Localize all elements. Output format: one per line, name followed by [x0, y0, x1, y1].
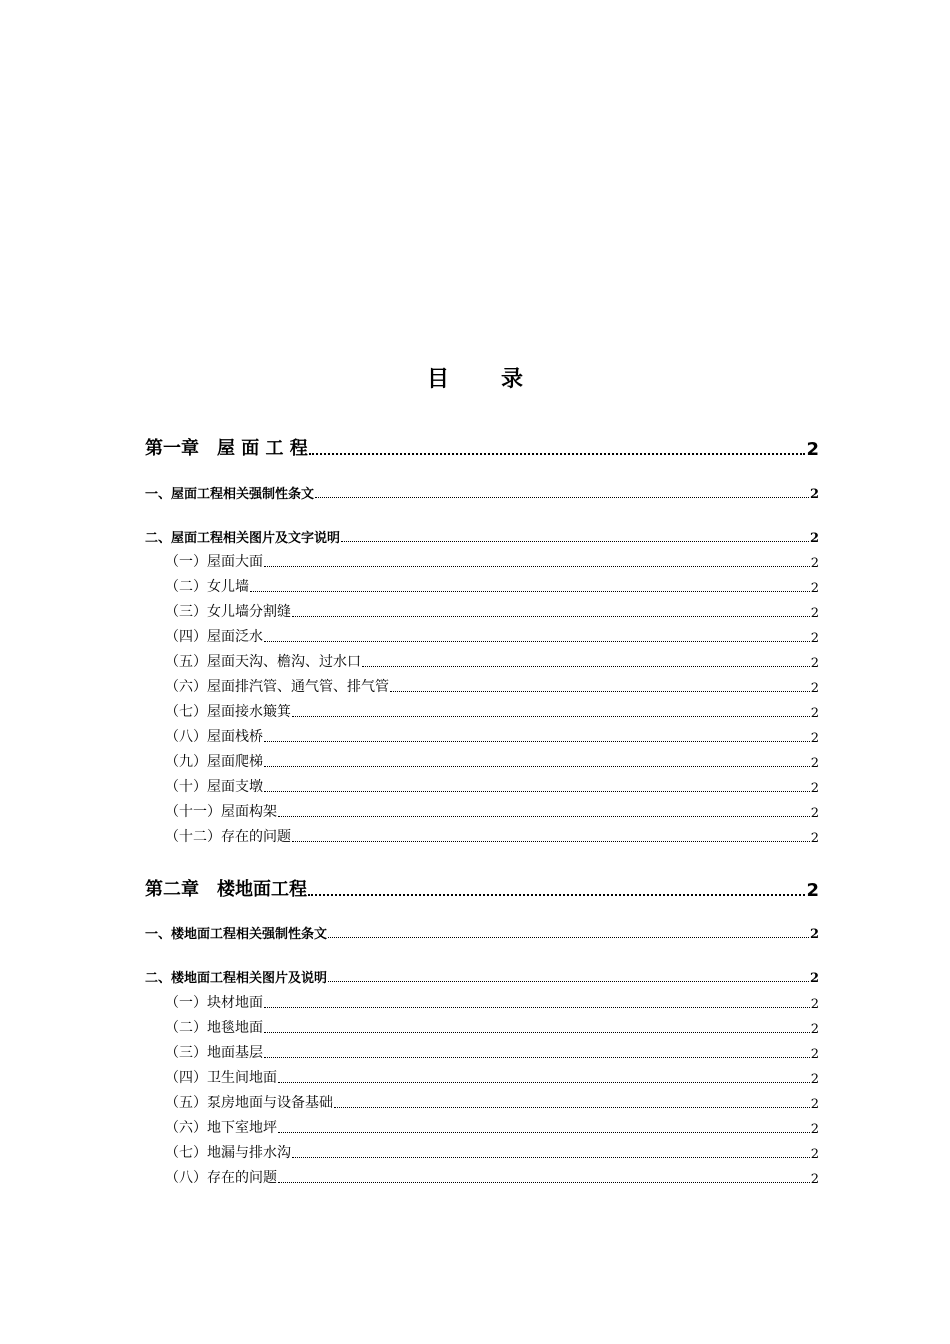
toc-title: 目录: [426, 367, 575, 392]
dot-leader: [292, 716, 810, 717]
dot-leader: [250, 591, 810, 592]
toc-item[interactable]: [165, 1118, 819, 1137]
toc-section[interactable]: [145, 528, 819, 546]
section-label: 二、屋面工程相关图片及文字说明: [145, 531, 341, 546]
dot-leader: [264, 766, 810, 767]
item-label: （六）地下室地坪: [165, 1120, 277, 1136]
toc-item[interactable]: [165, 802, 819, 821]
toc-section[interactable]: [145, 924, 819, 942]
chapter-label: 第二章 楼地面工程: [145, 879, 307, 900]
item-page-number: 2: [810, 606, 819, 621]
dot-leader: [362, 666, 810, 667]
item-page-number: 2: [810, 806, 819, 821]
item-label: （七）屋面接水簸箕: [165, 704, 291, 720]
item-label: （九）屋面爬梯: [165, 754, 263, 770]
dot-leader: [390, 691, 810, 692]
dot-leader: [309, 453, 806, 455]
item-label: （七）地漏与排水沟: [165, 1145, 291, 1161]
dot-leader: [308, 894, 805, 896]
item-page-number: 2: [810, 1072, 819, 1087]
dot-leader: [278, 816, 810, 817]
dot-leader: [292, 1157, 810, 1158]
toc-item[interactable]: [165, 627, 819, 646]
item-label: （八）屋面栈桥: [165, 729, 263, 745]
dot-leader: [292, 616, 810, 617]
toc-item[interactable]: [165, 752, 819, 771]
item-page-number: 2: [810, 731, 819, 746]
item-label: （二）女儿墙: [165, 579, 249, 595]
toc-item[interactable]: [165, 993, 819, 1012]
dot-leader: [264, 1007, 810, 1008]
item-page-number: 2: [810, 556, 819, 571]
item-page-number: 2: [810, 1047, 819, 1062]
toc-item[interactable]: [165, 777, 819, 796]
section-label: 一、楼地面工程相关强制性条文: [145, 927, 328, 942]
item-label: （三）女儿墙分割缝: [165, 604, 291, 620]
toc-item[interactable]: [165, 602, 819, 621]
dot-leader: [264, 791, 810, 792]
item-label: （三）地面基层: [165, 1045, 263, 1061]
item-label: （十）屋面支墩: [165, 779, 263, 795]
chapter-label: 第一章 屋 面 工 程: [145, 438, 308, 459]
chapter-page-number: 2: [806, 439, 819, 460]
toc-item[interactable]: [165, 1093, 819, 1112]
dot-leader: [278, 1182, 810, 1183]
item-page-number: 2: [810, 631, 819, 646]
dot-leader: [341, 541, 809, 542]
item-page-number: 2: [810, 1022, 819, 1037]
dot-leader: [328, 937, 809, 938]
item-page-number: 2: [810, 756, 819, 771]
dot-leader: [264, 741, 810, 742]
dot-leader: [292, 841, 810, 842]
item-label: （一）块材地面: [165, 995, 263, 1011]
toc-item[interactable]: [165, 727, 819, 746]
chapter-page-number: 2: [806, 880, 819, 901]
item-label: （八）存在的问题: [165, 1170, 277, 1186]
dot-leader: [278, 1132, 810, 1133]
toc-item[interactable]: [165, 1018, 819, 1037]
item-page-number: 2: [810, 581, 819, 596]
item-page-number: 2: [810, 831, 819, 846]
section-page-number: 2: [809, 971, 819, 986]
item-page-number: 2: [810, 681, 819, 696]
dot-leader: [278, 1082, 810, 1083]
toc-item[interactable]: [165, 1068, 819, 1087]
section-page-number: 2: [809, 927, 819, 942]
item-label: （六）屋面排汽管、通气管、排气管: [165, 679, 389, 695]
toc-item[interactable]: [165, 652, 819, 671]
section-label: 一、屋面工程相关强制性条文: [145, 487, 315, 502]
item-page-number: 2: [810, 1172, 819, 1187]
item-page-number: 2: [810, 656, 819, 671]
dot-leader: [264, 641, 810, 642]
item-label: （二）地毯地面: [165, 1020, 263, 1036]
toc-section[interactable]: [145, 968, 819, 986]
section-page-number: 2: [809, 487, 819, 502]
toc-item[interactable]: [165, 702, 819, 721]
item-label: （五）屋面天沟、檐沟、过水口: [165, 654, 361, 670]
toc-item[interactable]: [165, 827, 819, 846]
toc-item[interactable]: [165, 577, 819, 596]
toc-item[interactable]: [165, 552, 819, 571]
toc-chapter-2[interactable]: [145, 877, 819, 901]
item-page-number: 2: [810, 997, 819, 1012]
toc-chapter-1[interactable]: [145, 436, 819, 460]
item-page-number: 2: [810, 781, 819, 796]
section-label: 二、楼地面工程相关图片及说明: [145, 971, 328, 986]
dot-leader: [264, 1032, 810, 1033]
item-page-number: 2: [810, 1122, 819, 1137]
toc-section[interactable]: [145, 484, 819, 502]
toc-item[interactable]: [165, 677, 819, 696]
item-page-number: 2: [810, 1097, 819, 1112]
item-label: （五）泵房地面与设备基础: [165, 1095, 333, 1111]
item-page-number: 2: [810, 1147, 819, 1162]
dot-leader: [264, 1057, 810, 1058]
toc-item[interactable]: [165, 1168, 819, 1187]
item-label: （一）屋面大面: [165, 554, 263, 570]
dot-leader: [264, 566, 810, 567]
item-label: （四）屋面泛水: [165, 629, 263, 645]
toc-item[interactable]: [165, 1143, 819, 1162]
toc-item[interactable]: [165, 1043, 819, 1062]
dot-leader: [334, 1107, 810, 1108]
item-label: （十二）存在的问题: [165, 829, 291, 845]
dot-leader: [315, 497, 809, 498]
section-page-number: 2: [809, 531, 819, 546]
item-label: （十一）屋面构架: [165, 804, 277, 820]
item-page-number: 2: [810, 706, 819, 721]
dot-leader: [328, 981, 809, 982]
item-label: （四）卫生间地面: [165, 1070, 277, 1086]
